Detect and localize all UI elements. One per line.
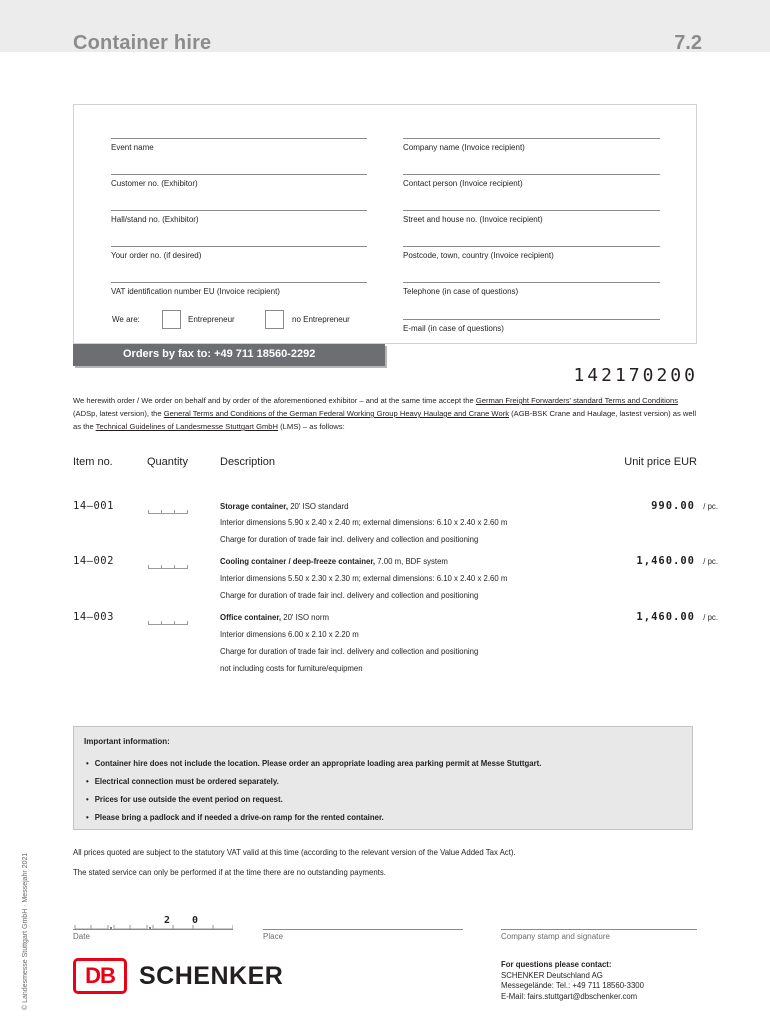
item-detail: Charge for duration of trade fair incl. delivery and collection and positioning <box>220 647 479 656</box>
contact-person-field[interactable]: Contact person (Invoice recipient) <box>403 174 660 188</box>
item-unit: / pc. <box>703 502 718 511</box>
item-detail: Charge for duration of trade fair incl. delivery and collection and positioning <box>220 535 479 544</box>
item-description: Cooling container / deep-freeze container, 7.00 m, BDF system <box>220 557 448 566</box>
entrepreneur-label: Entrepreneur <box>188 315 235 324</box>
important-info-box <box>73 726 693 830</box>
item-detail: Interior dimensions 6.00 x 2.10 x 2.20 m <box>220 630 359 639</box>
item-price: 1,460.00 <box>636 611 695 623</box>
technical-guidelines-link[interactable]: Technical Guidelines of Landesmesse Stuttgart GmbH <box>95 422 279 431</box>
place-field[interactable]: Place <box>263 929 463 941</box>
postcode-field[interactable]: Postcode, town, country (Invoice recipient) <box>403 246 660 260</box>
item-detail: Interior dimensions 5.90 x 2.40 x 2.40 m; external dimensions: 6.10 x 2.40 x 2.60 m <box>220 518 508 527</box>
date-label: Date <box>73 929 233 941</box>
col-header-unit-price: Unit price EUR <box>624 456 697 468</box>
item-price: 1,460.00 <box>636 555 695 567</box>
order-form-box <box>73 104 697 344</box>
quantity-input[interactable] <box>148 560 188 569</box>
item-description: Storage container, 20' ISO standard <box>220 502 349 511</box>
no-entrepreneur-checkbox[interactable] <box>265 310 284 329</box>
page-title: Container hire <box>73 32 212 54</box>
item-number: 14–003 <box>73 611 114 623</box>
copyright-notice: © Landesmesse Stuttgart GmbH · Messejahr 2021 <box>22 852 29 1010</box>
contact-block <box>501 960 644 1002</box>
info-title: Important information: <box>84 737 170 746</box>
adsp-terms-link[interactable]: German Freight Forwarders' standard Terms and Conditions <box>475 396 679 405</box>
vat-id-field[interactable]: VAT identification number EU (Invoice recipient) <box>111 282 367 296</box>
db-logo-mark: DB <box>73 958 127 994</box>
col-header-description: Description <box>220 456 276 468</box>
item-detail: Interior dimensions 5.50 x 2.30 x 2.30 m; external dimensions: 6.10 x 2.40 x 2.60 m <box>220 574 508 583</box>
db-schenker-logo <box>73 958 283 994</box>
payment-note: The stated service can only be performed if at the time there are no outstanding payments. <box>73 868 386 877</box>
vat-note: All prices quoted are subject to the statutory VAT valid at this time (according to the relevant version of the Value Added Tax Act). <box>73 848 516 857</box>
item-unit: / pc. <box>703 613 718 622</box>
agb-bsk-terms-link[interactable]: General Terms and Conditions of the German Federal Working Group Heavy Haulage and Crane Work <box>163 409 510 418</box>
info-bullet: • Prices for use outside the event period on request. <box>86 795 283 804</box>
item-detail: not including costs for furniture/equipmen <box>220 664 363 673</box>
page-number: 7.2 <box>674 32 702 54</box>
contact-phone: Messegelände: Tel.: +49 711 18560-3300 <box>501 981 644 990</box>
no-entrepreneur-label: no Entrepreneur <box>292 315 350 324</box>
company-name-field[interactable]: Company name (Invoice recipient) <box>403 138 660 152</box>
contact-email[interactable]: E-Mail: fairs.stuttgart@dbschenker.com <box>501 991 638 1001</box>
stamp-signature-field[interactable]: Company stamp and signature <box>501 929 697 941</box>
entrepreneur-checkbox[interactable] <box>162 310 181 329</box>
we-are-label: We are: <box>112 315 140 324</box>
event-name-field[interactable]: Event name <box>111 138 367 152</box>
item-unit: / pc. <box>703 557 718 566</box>
intro-paragraph: We herewith order / We order on behalf and by order of the aforementioned exhibitor – and at the same time accept the German Freight Forwarders' standard Terms and Conditions (ADSp, latest version), the General Terms and Conditions of the German Federal Working Group Heavy Haulage and Crane Work (AGB-BSK Crane and Haulage, lastest version) as well as the Technical Guidelines of Landesmesse Stuttgart GmbH (LMS) – as follows: <box>73 396 697 431</box>
quantity-input[interactable] <box>148 616 188 625</box>
order-no-field[interactable]: Your order no. (if desired) <box>111 246 367 260</box>
form-number: 142170200 <box>573 365 698 386</box>
item-number: 14–001 <box>73 500 114 512</box>
street-field[interactable]: Street and house no. (Invoice recipient) <box>403 210 660 224</box>
telephone-field[interactable]: Telephone (in case of questions) <box>403 282 660 296</box>
item-description: Office container, 20' ISO norm <box>220 613 329 622</box>
info-bullet: • Please bring a padlock and if needed a drive-on ramp for the rented container. <box>86 813 384 822</box>
year-prefix: 2 0 <box>164 915 207 926</box>
info-bullet: • Electrical connection must be ordered separately. <box>86 777 279 786</box>
col-header-quantity: Quantity <box>147 456 188 468</box>
hall-stand-field[interactable]: Hall/stand no. (Exhibitor) <box>111 210 367 224</box>
item-price: 990.00 <box>651 500 695 512</box>
contact-company: SCHENKER Deutschland AG <box>501 970 603 980</box>
email-field[interactable]: E-mail (in case of questions) <box>403 319 660 333</box>
schenker-wordmark: SCHENKER <box>139 961 284 990</box>
info-bullet: • Container hire does not include the location. Please order an appropriate loading area parking permit at Messe Stuttgart. <box>86 759 541 768</box>
contact-heading: For questions please contact: <box>501 960 612 969</box>
col-header-item-no: Item no. <box>73 456 113 468</box>
quantity-input[interactable] <box>148 505 188 514</box>
item-number: 14–002 <box>73 555 114 567</box>
item-detail: Charge for duration of trade fair incl. delivery and collection and positioning <box>220 591 479 600</box>
customer-no-field[interactable]: Customer no. (Exhibitor) <box>111 174 367 188</box>
fax-banner: Orders by fax to: +49 711 18560-2292 <box>73 344 385 366</box>
